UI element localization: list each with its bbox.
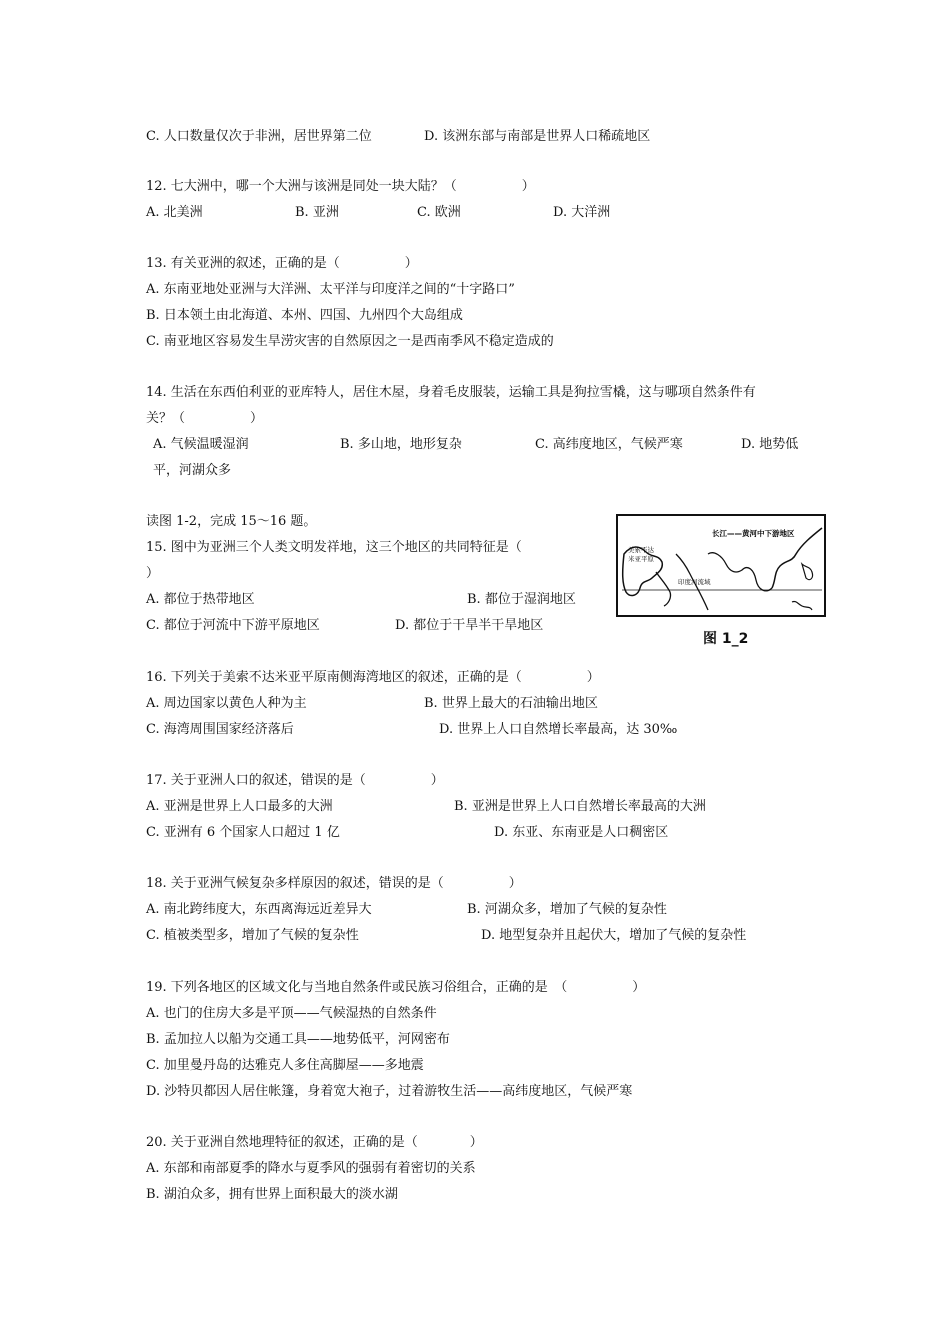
text-line-l16: C. 高纬度地区，气候严寒 <box>535 437 683 452</box>
text-line-l25: D. 都位于干旱半干旱地区 <box>395 618 544 633</box>
asia-map-figure <box>616 514 826 617</box>
text-line-l22: A. 都位于热带地区 <box>146 592 255 607</box>
text-line-l31: 17. 关于亚洲人口的叙述，错误的是（ ） <box>146 773 444 788</box>
text-line-l44: C. 加里曼丹岛的达雅克人多住高脚屋——多地震 <box>146 1058 424 1073</box>
text-line-l32: A. 亚洲是世界上人口最多的大洲 <box>146 799 333 814</box>
text-line-l07: D. 大洋洲 <box>553 205 611 220</box>
text-line-l39: C. 植被类型多，增加了气候的复杂性 <box>146 928 359 943</box>
text-line-l19: 读图 1-2，完成 15～16 题。 <box>146 514 317 529</box>
text-line-l18: 平，河湖众多 <box>153 463 232 478</box>
text-line-l37: A. 南北跨纬度大，东西离海远近差异大 <box>146 902 372 917</box>
map-label-west-2: 米亚平原 <box>628 555 654 563</box>
text-line-l43: B. 孟加拉人以船为交通工具——地势低平，河网密布 <box>146 1032 450 1047</box>
text-line-l30: D. 世界上人口自然增长率最高，达 30‰ <box>439 722 678 737</box>
text-line-l23: B. 都位于湿润地区 <box>467 592 576 607</box>
text-line-l21: ） <box>146 566 160 581</box>
text-line-l14: A. 气候温暖湿润 <box>153 437 249 452</box>
text-line-l17: D. 地势低 <box>741 437 799 452</box>
text-line-l41: 19. 下列各地区的区域文化与当地自然条件或民族习俗组合，正确的是 （ ） <box>146 980 646 995</box>
text-line-l47: A. 东部和南部夏季的降水与夏季风的强弱有着密切的关系 <box>146 1161 476 1176</box>
text-line-l01: C. 人口数量仅次于非洲，居世界第二位 <box>146 129 372 144</box>
text-line-l36: 18. 关于亚洲气候复杂多样原因的叙述，错误的是（ ） <box>146 876 522 891</box>
text-line-l26: 16. 下列关于美索不达米亚平原南侧海湾地区的叙述，正确的是（ ） <box>146 670 600 685</box>
map-label-west-1: 美索不达 <box>628 546 654 554</box>
text-line-l05: B. 亚洲 <box>295 205 339 220</box>
text-line-l15: B. 多山地，地形复杂 <box>340 437 462 452</box>
text-line-l10: B. 日本领土由北海道、本州、四国、九州四个大岛组成 <box>146 308 463 323</box>
text-line-l02: D. 该洲东部与南部是世界人口稀疏地区 <box>424 129 651 144</box>
map-label-south: 印度河流域 <box>678 578 711 586</box>
text-line-l12: 14. 生活在东西伯利亚的亚库特人，居住木屋，身着毛皮服装，运输工具是狗拉雪橇，这与哪项自然条件有 <box>146 385 756 400</box>
text-line-l06: C. 欧洲 <box>417 205 461 220</box>
text-line-l48: B. 湖泊众多，拥有世界上面积最大的淡水湖 <box>146 1187 398 1202</box>
text-line-l33: B. 亚洲是世界上人口自然增长率最高的大洲 <box>454 799 706 814</box>
text-line-l24: C. 都位于河流中下游平原地区 <box>146 618 320 633</box>
text-line-l42: A. 也门的住房大多是平顶——气候湿热的自然条件 <box>146 1006 437 1021</box>
text-line-l13: 关？（ ） <box>146 411 264 426</box>
text-line-l29: C. 海湾周围国家经济落后 <box>146 722 294 737</box>
figure-caption: 图 1_2 <box>703 631 749 647</box>
text-line-l09: A. 东南亚地处亚洲与大洋洲、太平洋与印度洋之间的“十字路口” <box>146 282 515 297</box>
text-line-l38: B. 河湖众多，增加了气候的复杂性 <box>467 902 667 917</box>
text-line-l34: C. 亚洲有 6 个国家人口超过 1 亿 <box>146 825 340 840</box>
map-label-east: 长江——黄河中下游地区 <box>712 529 795 538</box>
text-line-l20: 15. 图中为亚洲三个人类文明发祥地，这三个地区的共同特征是（ <box>146 540 522 555</box>
text-line-l40: D. 地型复杂并且起伏大，增加了气候的复杂性 <box>481 928 747 943</box>
text-line-l11: C. 南亚地区容易发生旱涝灾害的自然原因之一是西南季风不稳定造成的 <box>146 334 554 349</box>
text-line-l04: A. 北美洲 <box>146 205 203 220</box>
text-line-l46: 20. 关于亚洲自然地理特征的叙述，正确的是（ ） <box>146 1135 483 1150</box>
text-line-l35: D. 东亚、东南亚是人口稠密区 <box>494 825 669 840</box>
text-line-l08: 13. 有关亚洲的叙述，正确的是（ ） <box>146 256 418 271</box>
text-line-l27: A. 周边国家以黄色人种为主 <box>146 696 307 711</box>
text-line-l28: B. 世界上最大的石油输出地区 <box>424 696 598 711</box>
text-line-l03: 12. 七大洲中，哪一个大洲与该洲是同处一块大陆？（ ） <box>146 179 535 194</box>
text-line-l45: D. 沙特贝都因人居住帐篷，身着宽大袍子，过着游牧生活——高纬度地区，气候严寒 <box>146 1084 633 1099</box>
